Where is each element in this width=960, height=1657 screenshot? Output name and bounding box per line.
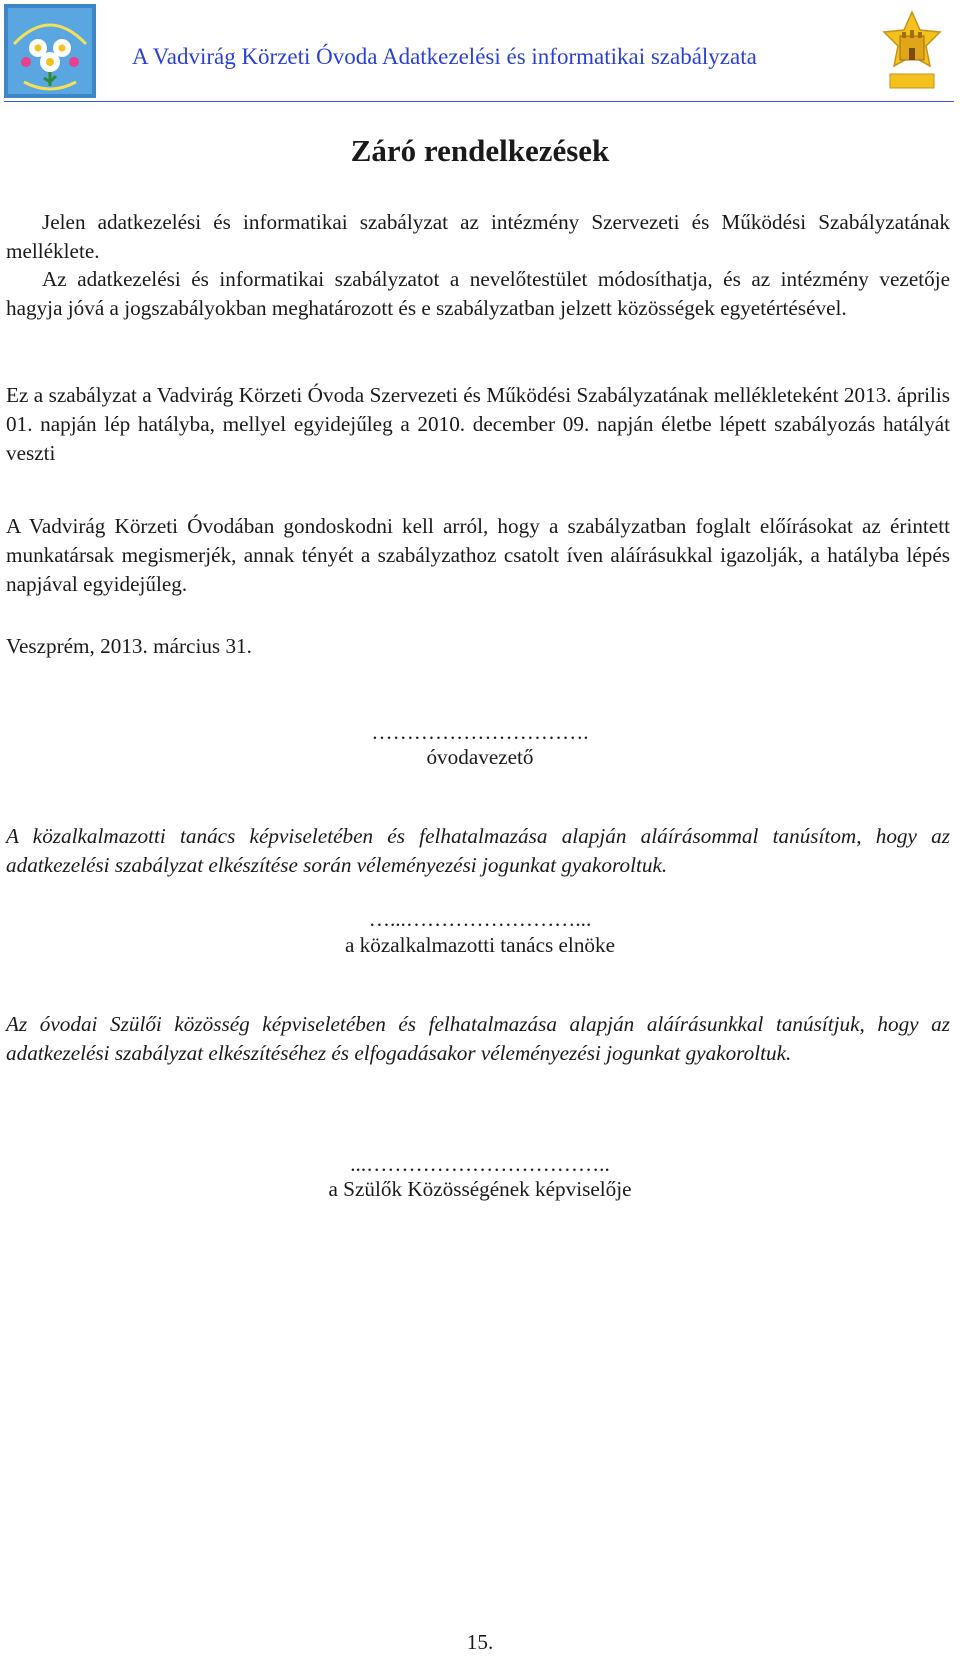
- header-rule: [4, 101, 954, 102]
- page-header: [0, 0, 960, 104]
- place-date: Veszprém, 2013. március 31.: [6, 634, 252, 658]
- council-signature-label: a közalkalmazotti tanács elnöke: [344, 933, 616, 957]
- vadvirag-logo: [4, 4, 96, 98]
- paragraph-1: Jelen adatkezelési és informatikai szabályzat az intézmény Szervezeti és Működési Szabályzatának melléklete.: [6, 210, 950, 263]
- council-statement: A közalkalmazotti tanács képviseletében és felhatalmazása alapján aláírásommal tanúsítom, hogy az adatkezelési szabályzat elkészítése során véleményezési jogunkat gyakoroltuk.: [6, 824, 950, 877]
- director-signature-line: ………………………….: [371, 720, 589, 744]
- parents-signature-line: ...……………………………..: [350, 1152, 610, 1176]
- section-heading: Záró rendelkezések: [350, 133, 610, 168]
- council-signature-line: …...……………………...: [368, 907, 592, 931]
- paragraph-2: Az adatkezelési és informatikai szabályzatot a nevelőtestület módosíthatja, és az intézmény vezetője hagyja jóvá a jogszabályokban meghatározott és e szabályzatban jelzett közösségek egyetértésével.: [6, 267, 950, 320]
- csillagvar-logo: [880, 6, 944, 94]
- parents-signature-label: a Szülők Közösségének képviselője: [328, 1177, 632, 1201]
- paragraph-4: A Vadvirág Körzeti Óvodában gondoskodni kell arról, hogy a szabályzatban foglalt előírásokat az érintett munkatársak megismerjék, annak tényét a szabályzathoz csatolt íven aláírásukkal igazolják, a hatályba lépés napjával egyidejűleg.: [6, 514, 950, 596]
- director-signature-label: óvodavezető: [426, 745, 534, 769]
- paragraph-3: Ez a szabályzat a Vadvirág Körzeti Óvoda Szervezeti és Működési Szabályzatának mellékleteként 2013. április 01. napján lép hatályba, mellyel egyidejűleg a 2010. december 09. napján életbe lépett szabályozás hatályát veszti: [6, 383, 950, 465]
- page-number: 15.: [466, 1630, 494, 1654]
- parents-statement: Az óvodai Szülői közösség képviseletében és felhatalmazása alapján aláírásunkkal tanúsítjuk, hogy az adatkezelési szabályzat elkészítéséhez és elfogadásakor véleményezési jogunkat gyakoroltuk.: [6, 1012, 950, 1065]
- header-title: A Vadvirág Körzeti Óvoda Adatkezelési és informatikai szabályzata: [132, 44, 757, 69]
